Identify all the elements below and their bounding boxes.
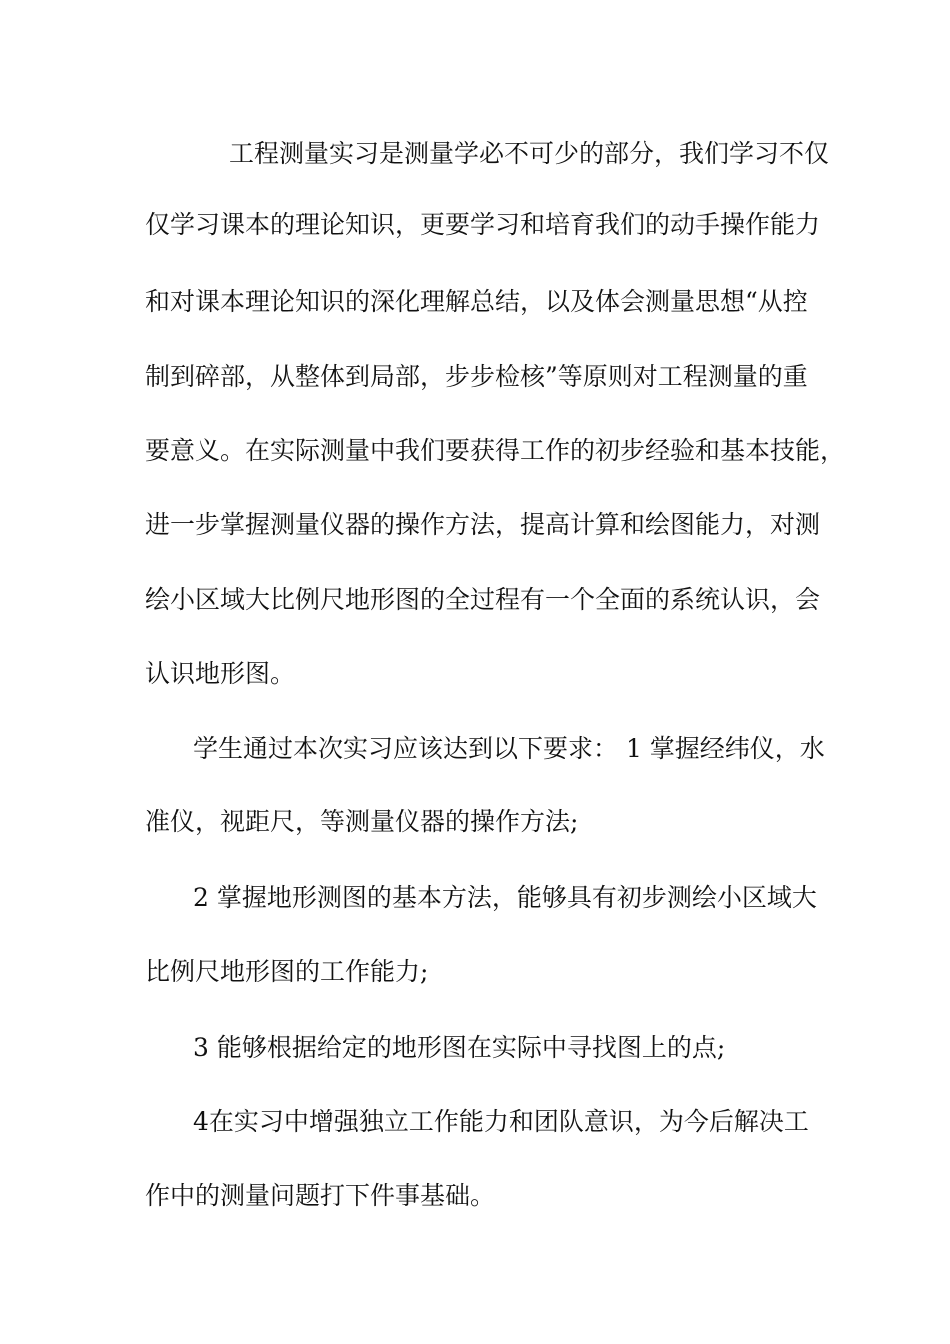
paragraph-1-line-7: 绘小区域大比例尺地形图的全过程有一个全面的系统认识，会 [145,585,821,614]
paragraph-4-line-1: 3 能够根据给定的地形图在实际中寻找图上的点; [193,1033,726,1062]
paragraph-1-line-4: 制到碎部，从整体到局部，步步检核”等原则对工程测量的重 [145,362,808,391]
paragraph-1-line-2: 仅学习课本的理论知识，更要学习和培育我们的动手操作能力 [145,210,821,239]
paragraph-1-line-1: 工程测量实习是测量学必不可少的部分，我们学习不仅 [229,139,830,168]
paragraph-3-line-2: 比例尺地形图的工作能力; [145,957,429,986]
paragraph-3-line-1: 2 掌握地形测图的基本方法，能够具有初步测绘小区域大 [193,883,817,912]
paragraph-5-line-1: 4在实习中增强独立工作能力和团队意识，为今后解决工 [193,1107,809,1136]
paragraph-1-line-8: 认识地形图。 [145,659,296,688]
paragraph-1-line-5: 要意义。在实际测量中我们要获得工作的初步经验和基本技能， [145,436,846,465]
paragraph-2-line-1: 学生通过本次实习应该达到以下要求： 1 掌握经纬仪，水 [193,734,825,763]
paragraph-5-line-2: 作中的测量问题打下件事基础。 [145,1181,496,1210]
paragraph-2-line-2: 准仪，视距尺，等测量仪器的操作方法; [145,807,579,836]
paragraph-1-line-6: 进一步掌握测量仪器的操作方法，提高计算和绘图能力，对测 [145,510,821,539]
paragraph-1-line-3: 和对课本理论知识的深化理解总结，以及体会测量思想“从控 [145,287,808,316]
